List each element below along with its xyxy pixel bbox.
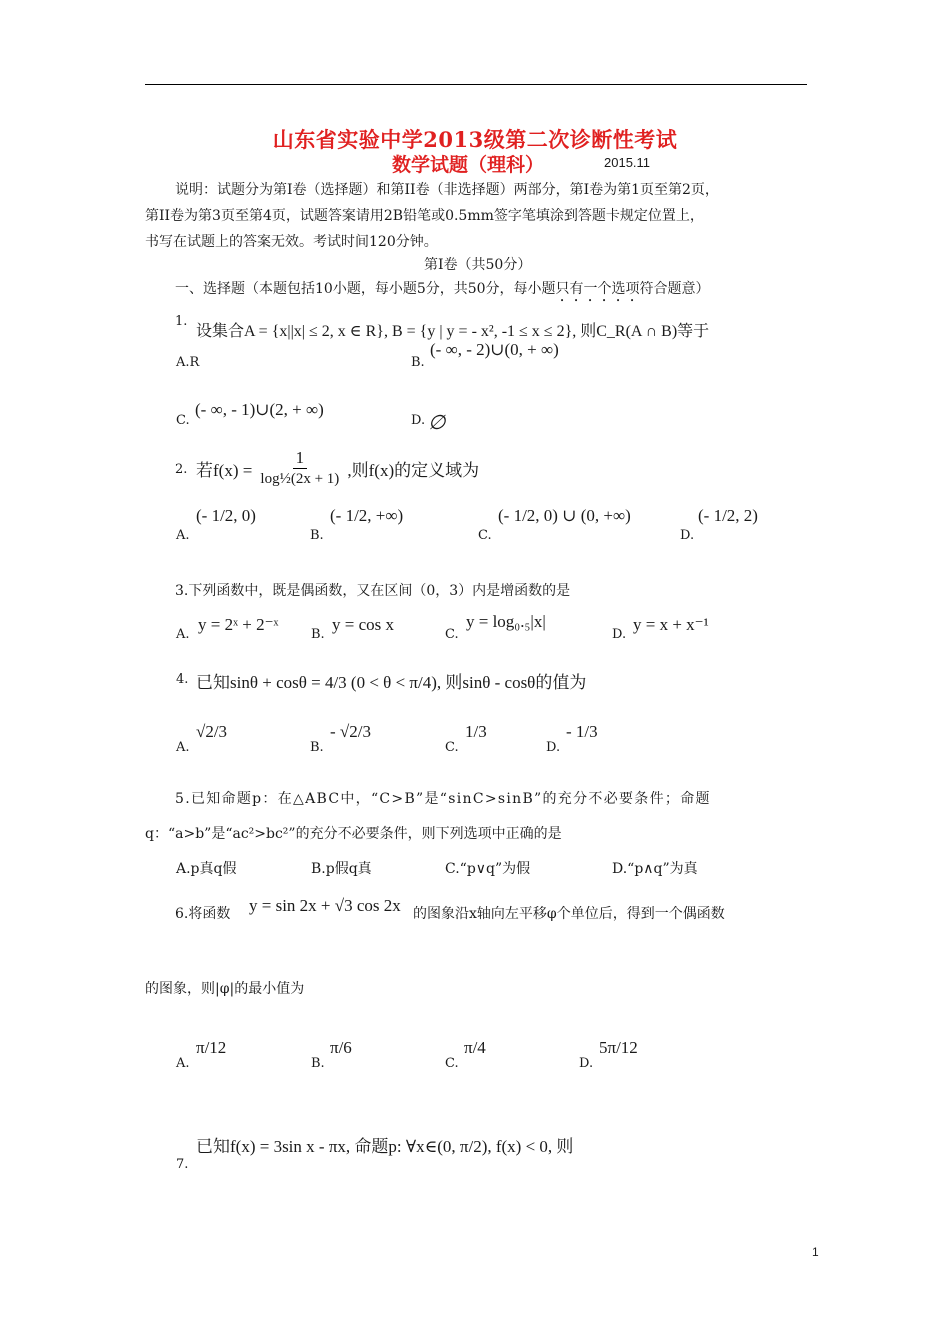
q2-option-c-text: (- 1/2, 0) ∪ (0, +∞) bbox=[498, 506, 631, 525]
q6-option-c-label: C. bbox=[445, 1056, 459, 1071]
q7-stem: 已知f(x) = 3sin x - πx, 命题p: ∀x∈(0, π/2), f(x) < 0, 则 bbox=[196, 1137, 574, 1156]
q2-option-d-text: (- 1/2, 2) bbox=[698, 506, 758, 525]
section-heading-emphasis: 只有一个选项 bbox=[555, 281, 640, 297]
q1-option-c-label: C. bbox=[176, 413, 190, 428]
q3-option-a-label: A. bbox=[176, 627, 190, 642]
q6-option-d-label: D. bbox=[579, 1056, 594, 1071]
exam-subtitle: 数学试题（理科） bbox=[392, 154, 545, 176]
q6-option-b-text: π/6 bbox=[330, 1038, 352, 1057]
q1-option-c-text: (- ∞, - 1)∪(2, + ∞) bbox=[195, 400, 324, 419]
q2-stem bbox=[196, 448, 479, 489]
q2-option-a-text: (- 1/2, 0) bbox=[196, 506, 256, 525]
q6-option-a-text: π/12 bbox=[196, 1038, 227, 1057]
q2-option-b-text: (- 1/2, +∞) bbox=[330, 506, 404, 525]
q3-stem: 3.下列函数中，既是偶函数，又在区间（0，3）内是增函数的是 bbox=[175, 583, 571, 599]
q2-stem-post: ,则f(x)的定义域为 bbox=[347, 461, 480, 480]
q6-option-a-label: A. bbox=[176, 1056, 190, 1071]
q1-number: 1. bbox=[175, 314, 188, 329]
q4-option-c-text: 1/3 bbox=[465, 722, 487, 741]
q4-option-a-text: √2/3 bbox=[196, 722, 228, 741]
section-heading-post: 符合题意） bbox=[639, 281, 710, 297]
q3-option-c-label: C. bbox=[445, 627, 459, 642]
q3-option-d-label: D. bbox=[612, 627, 627, 642]
section-title: 第Ⅰ卷（共50分） bbox=[424, 257, 532, 273]
instructions-line-3: 书写在试题上的答案无效。考试时间120分钟。 bbox=[145, 234, 438, 250]
q2-option-b-label: B. bbox=[310, 528, 324, 543]
q6-post: 的图象沿x轴向左平移φ个单位后，得到一个偶函数 bbox=[413, 906, 725, 922]
q5-option-c: C.“p∨q”为假 bbox=[445, 861, 531, 877]
q6-line-2: 的图象，则|φ|的最小值为 bbox=[145, 981, 305, 997]
q5-line-1: 5.已知命题p：在△ABC中，“C>B”是“sinC>sinB”的充分不必要条件；命题 bbox=[175, 791, 711, 807]
q6-option-b-label: B. bbox=[311, 1056, 325, 1071]
q5-option-b: B.p假q真 bbox=[311, 861, 372, 877]
q7-number: 7. bbox=[176, 1157, 189, 1172]
section-heading bbox=[175, 278, 710, 305]
q1-a-label: A. bbox=[176, 355, 190, 370]
q4-option-b-label: B. bbox=[310, 740, 324, 755]
q6-option-c-text: π/4 bbox=[464, 1038, 486, 1057]
q4-option-a-label: A. bbox=[176, 740, 190, 755]
q5-line-2: q：“a>b”是“ac²>bc²”的充分不必要条件，则下列选项中正确的是 bbox=[145, 826, 562, 842]
q2-stem-pre: 若f(x) = bbox=[196, 461, 253, 480]
instructions-line-2: 第II卷为第3页至第4页，试题答案请用2B铅笔或0.5mm签字笔填涂到答题卡规定位置上， bbox=[145, 208, 704, 224]
q2-option-c-label: C. bbox=[478, 528, 492, 543]
exam-title: 山东省实验中学2013级第二次诊断性考试 bbox=[272, 127, 678, 152]
q3-option-d-text: y = x + x⁻¹ bbox=[633, 615, 709, 634]
page-number: 1 bbox=[812, 1245, 819, 1259]
q3-option-b-text: y = cos x bbox=[332, 615, 394, 634]
q3-option-b-label: B. bbox=[311, 627, 325, 642]
q2-fraction-denominator: log½(2x + 1) bbox=[260, 471, 340, 487]
q1-option-d-text: ∅ bbox=[428, 412, 446, 434]
q6-option-d-text: 5π/12 bbox=[599, 1038, 638, 1057]
q6-pre: 6.将函数 bbox=[175, 906, 231, 922]
q4-option-d-text: - 1/3 bbox=[566, 722, 598, 741]
q1-option-b-label: B. bbox=[411, 355, 425, 370]
q4-option-d-label: D. bbox=[546, 740, 561, 755]
q4-number: 4. bbox=[176, 672, 189, 687]
q3-option-c-text: y = log₀.₅|x| bbox=[466, 612, 546, 631]
q1-a-text: R bbox=[189, 355, 200, 370]
q2-fraction-numerator: 1 bbox=[293, 448, 308, 469]
q4-option-b-text: - √2/3 bbox=[330, 722, 371, 741]
q4-stem: 已知sinθ + cosθ = 4/3 (0 < θ < π/4), 则sinθ - cosθ的值为 bbox=[196, 673, 587, 692]
instructions-line-1: 说明：试题分为第Ⅰ卷（选择题）和第II卷（非选择题）两部分，第Ⅰ卷为第1页至第2页， bbox=[175, 182, 719, 198]
header-rule bbox=[145, 84, 807, 85]
exam-date: 2015.11 bbox=[604, 155, 651, 170]
q4-option-c-label: C. bbox=[445, 740, 459, 755]
q1-option-a bbox=[176, 355, 199, 370]
q6-function: y = sin 2x + √3 cos 2x bbox=[249, 896, 401, 915]
q2-option-d-label: D. bbox=[680, 528, 695, 543]
q2-option-a-label: A. bbox=[176, 528, 190, 543]
q1-option-d-label: D. bbox=[411, 413, 426, 428]
q2-fraction bbox=[257, 448, 342, 489]
section-heading-pre: 一、选择题（本题包括10小题，每小题5分，共50分，每小题 bbox=[175, 281, 556, 297]
q1-option-b-text: (- ∞, - 2)∪(0, + ∞) bbox=[430, 340, 559, 359]
q5-option-d: D.“p∧q”为真 bbox=[612, 861, 698, 877]
q1-stem: 设集合A = {x||x| ≤ 2, x ∈ R}, B = {y | y = - x², -1 ≤ x ≤ 2}, 则C_R(A ∩ B)等于 bbox=[196, 323, 710, 340]
q5-option-a: A.p真q假 bbox=[176, 861, 237, 877]
q2-number: 2. bbox=[175, 462, 188, 477]
q3-option-a-text: y = 2ˣ + 2⁻ˣ bbox=[198, 615, 279, 634]
